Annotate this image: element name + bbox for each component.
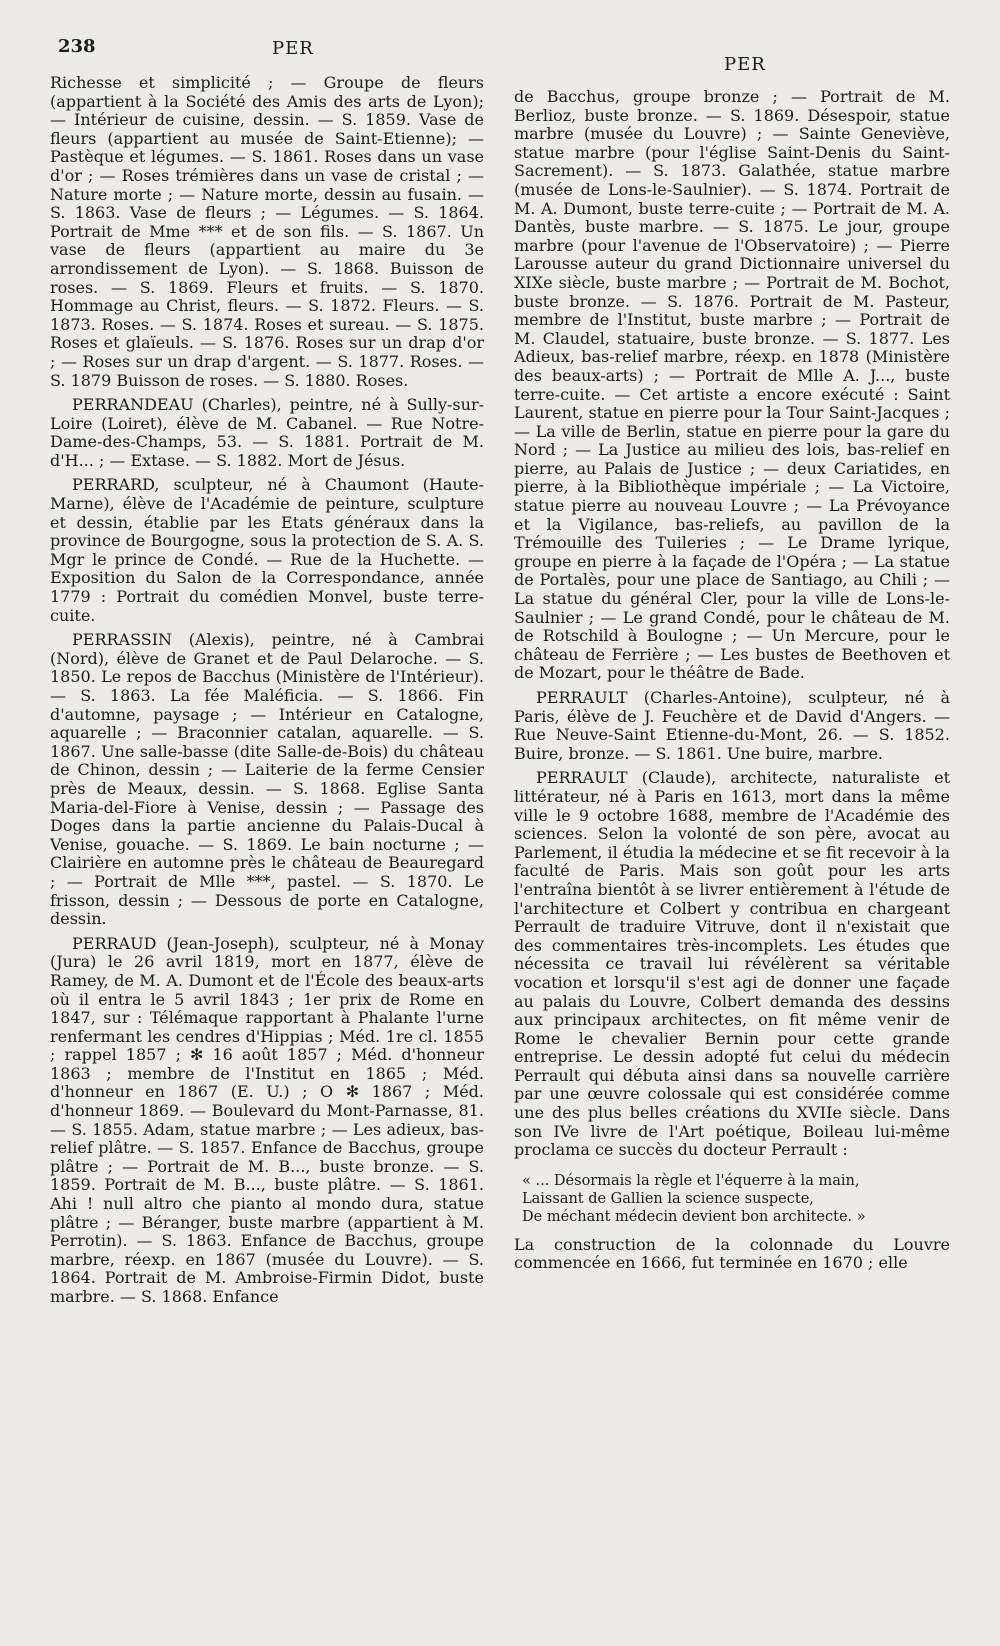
entry-paragraph: Richesse et simplicité ; — Groupe de fleurs (appartient à la Société des Amis des arts de Lyon); — Intérieur de cuisine, dessin. — S. 1859. Vase de fleurs (appartient au musée de Saint-Etienne); — Pastèque et légumes. — S. 1861. Roses dans un vase d'or ; — Roses trémières dans un vase de cristal ; — Nature morte ; — Nature morte, dessin au fusain. — S. 1863. Vase de fleurs ; — Légumes. — S. 1864. Portrait de Mme *** et de son fils. — S. 1867. Un vase de fleurs (appartient au maire du 3e arrondissement de Lyon). — S. 1868. Buisson de roses. — S. 1869. Fleurs et fruits. — S. 1870. Hommage au Christ, fleurs. — S. 1872. Fleurs. — S. 1873. Roses. — S. 1874. Roses et sureau. — S. 1875. Roses et glaïeuls. — S. 1876. Roses sur un drap d'or ; — Roses sur un drap d'argent. — S. 1877. Roses. — S. 1879 Buisson de roses. — S. 1880. Roses. bbox=[50, 74, 484, 390]
entry-paragraph: PERRAULT (Claude), architecte, naturaliste et littérateur, né à Paris en 1613, mort dans la même ville le 9 octobre 1688, membre de l'Académie des sciences. Selon la volonté de son père, avocat au Parlement, il étudia la médecine et se fit recevoir à la faculté de Paris. Mais son goût pour les arts l'entraîna bientôt à se livrer entièrement à l'étude de l'architecture et Colbert y contribua en chargeant Perrault de traduire Vitruve, dont il n'existait que des commentaires très-incomplets. Les études que nécessita ce travail lui révélèrent sa véritable vocation et lorsqu'il s'est agi de donner une façade au palais du Louvre, Colbert demanda des dessins aux principaux architectes, on fit même venir de Rome le chevalier Bernin pour cette grande entreprise. Le dessin adopté fut celui du médecin Perrault qui débuta ainsi dans sa nouvelle carrière par une œuvre colossale qui est considérée comme une des plus belles créations du XVIIe siècle. Dans son IVe livre de l'Art poétique, Boileau lui-même proclama ce succès du docteur Perrault : bbox=[514, 768, 950, 1160]
page-number: 238 bbox=[58, 36, 96, 57]
entry-paragraph: PERRARD, sculpteur, né à Chaumont (Haute-Marne), élève de l'Académie de peinture, sculpture et dessin, établie par les Etats généraux dans la province de Bourgogne, sous la protection de S. A. S. Mgr le prince de Condé. — Rue de la Huchette. — Exposition du Salon de la Correspondance, année 1779 : Portrait du comédien Monvel, buste terre-cuite. bbox=[50, 475, 484, 625]
entry-paragraph: de Bacchus, groupe bronze ; — Portrait de M. Berlioz, buste bronze. — S. 1869. Désespoir, statue marbre (musée du Louvre) ; — Sainte Geneviève, statue marbre (pour l'église Saint-Denis du Saint-Sacrement). — S. 1873. Galathée, statue marbre (musée de Lons-le-Saulnier). — S. 1874. Portrait de M. A. Dumont, buste terre-cuite ; — Portrait de M. A. Dantès, buste marbre. — S. 1875. Le jour, groupe marbre (pour l'avenue de l'Observatoire) ; — Pierre Larousse auteur du grand Dictionnaire universel du XIXe siècle, buste marbre ; — Portrait de M. Bochot, buste bronze. — S. 1876. Portrait de M. Pasteur, membre de l'Institut, buste marbre ; — Portrait de M. Claudel, statuaire, buste bronze. — S. 1877. Les Adieux, bas-relief marbre, réexp. en 1878 (Ministère des beaux-arts) ; — Portrait de Mlle A. J..., buste terre-cuite. — Cet artiste a encore exécuté : Saint Laurent, statue en pierre pour la Tour Saint-Jacques ; — La ville de Berlin, statue en pierre pour la gare du Nord ; — La Justice au milieu des lois, bas-relief en pierre, au Palais de Justice ; — deux Cariatides, en pierre, à la Bibliothèque impériale ; — La Victoire, statue pierre au nouveau Louvre ; — La Prévoyance et la Vigilance, bas-reliefs, au pavillon de la Trémouille des Tuileries ; — Le Drame lyrique, groupe en pierre à la façade de l'Opéra ; — La statue de Portalès, pour une place de Santiago, au Chili ; — La statue du général Cler, pour la ville de Lons-le-Saulnier ; — Le grand Condé, pour le château de M. de Rotschild à Boulogne ; — Un Mercure, pour le château de Ferrière ; — Les bustes de Beethoven et de Mozart, pour le théâtre de Bade. bbox=[514, 88, 950, 683]
quote-line: De méchant médecin devient bon architecte. » bbox=[522, 1208, 866, 1225]
left-column bbox=[50, 74, 484, 1638]
quote-line: Laissant de Gallien la science suspecte, bbox=[522, 1190, 814, 1207]
running-head-left: PER bbox=[272, 38, 314, 59]
verse-quote bbox=[522, 1172, 950, 1226]
entry-paragraph: PERRAUD (Jean-Joseph), sculpteur, né à Monay (Jura) le 26 avril 1819, mort en 1877, élève de Ramey, de M. A. Dumont et de l'École des beaux-arts où il entra le 5 avril 1843 ; 1er prix de Rome en 1847, sur : Télémaque rapportant à Phalante l'urne renfermant les cendres d'Hippias ; Méd. 1re cl. 1855 ; rappel 1857 ; ✻ 16 août 1857 ; Méd. d'honneur 1863 ; membre de l'Institut en 1865 ; Méd. d'honneur en 1867 (E. U.) ; O ✻ 1867 ; Méd. d'honneur 1869. — Boulevard du Mont-Parnasse, 81. — S. 1855. Adam, statue marbre ; — Les adieux, bas-relief plâtre. — S. 1857. Enfance de Bacchus, groupe plâtre ; — Portrait de M. B..., buste bronze. — S. 1859. Portrait de M. B..., buste plâtre. — S. 1861. Ahi ! null altro che pianto al mondo dura, statue plâtre ; — Béranger, buste marbre (appartient à M. Perrotin). — S. 1863. Enfance de Bacchus, groupe marbre, réexp. en 1867 (musée du Louvre). — S. 1864. Portrait de M. Ambroise-Firmin Didot, buste marbre. — S. 1868. Enfance bbox=[50, 933, 484, 1306]
entry-paragraph: PERRASSIN (Alexis), peintre, né à Cambrai (Nord), élève de Granet et de Paul Delaroche. — S. 1850. Le repos de Bacchus (Ministère de l'Intérieur). — S. 1863. La fée Maléficia. — S. 1866. Fin d'automne, paysage ; — Intérieur en Catalogne, aquarelle ; — Braconnier catalan, aquarelle. — S. 1867. Une salle-basse (dite Salle-de-Bois) du château de Chinon, dessin ; — Laiterie de la ferme Censier près de Meaux, dessin. — S. 1868. Eglise Santa Maria-del-Fiore à Venise, dessin ; — Passage des Doges dans la partie ancienne du Palais-Ducal à Venise, gouache. — S. 1869. Le bain nocturne ; — Clairière en automne près le château de Beauregard ; — Portrait de Mlle ***, pastel. — S. 1870. Le frisson, dessin ; — Dessous de porte en Catalogne, dessin. bbox=[50, 630, 484, 929]
right-column bbox=[514, 88, 950, 1638]
entry-paragraph: PERRANDEAU (Charles), peintre, né à Sully-sur-Loire (Loiret), élève de M. Cabanel. — Rue Notre-Dame-des-Champs, 53. — S. 1881. Portrait de M. d'H... ; — Extase. — S. 1882. Mort de Jésus. bbox=[50, 395, 484, 470]
running-head-right: PER bbox=[724, 54, 766, 75]
entry-paragraph: PERRAULT (Charles-Antoine), sculpteur, né à Paris, élève de J. Feuchère et de David d'Angers. — Rue Neuve-Saint Etienne-du-Mont, 26. — S. 1852. Buire, bronze. — S. 1861. Une buire, marbre. bbox=[514, 688, 950, 763]
quote-line: « ... Désormais la règle et l'équerre à la main, bbox=[522, 1172, 860, 1189]
entry-paragraph: La construction de la colonnade du Louvre commencée en 1666, fut terminée en 1670 ; elle bbox=[514, 1234, 950, 1273]
